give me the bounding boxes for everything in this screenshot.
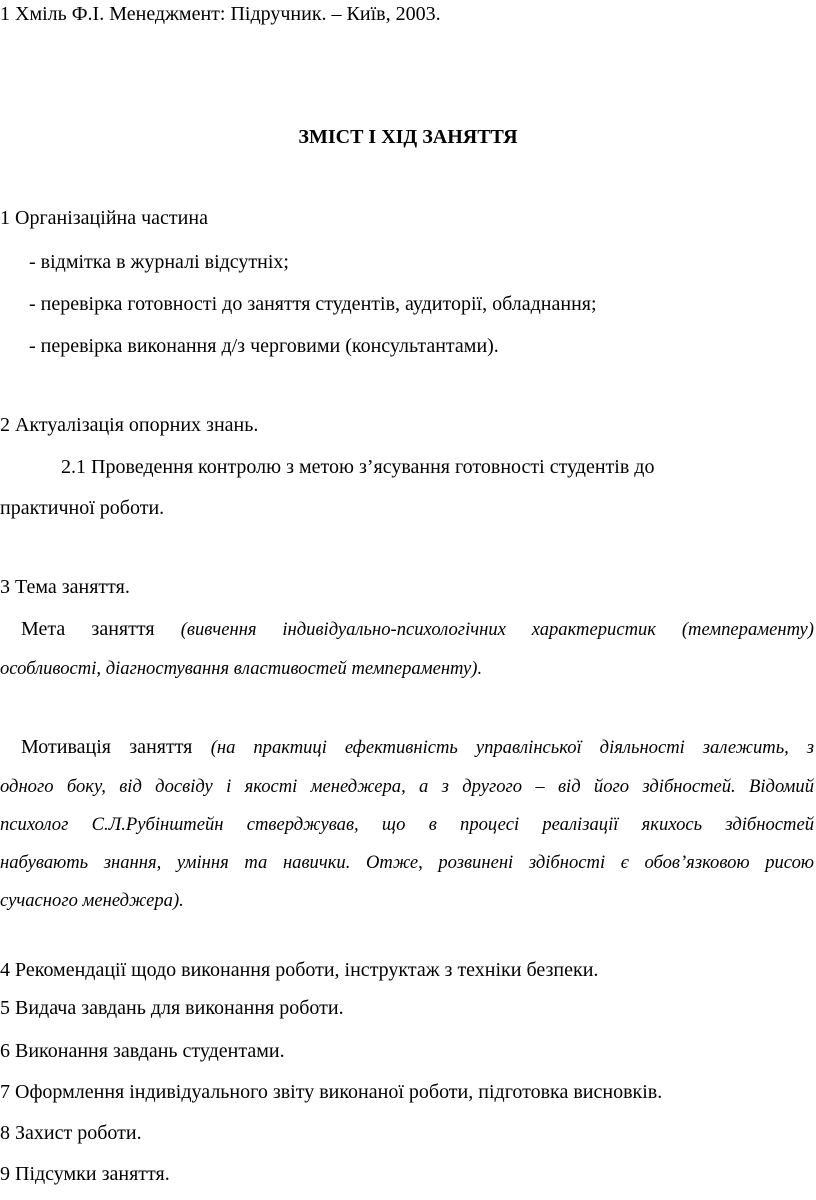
motivation-line: сучасного менеджера). — [0, 890, 184, 911]
step-line: 5 Видача завдань для виконання роботи. — [0, 997, 344, 1019]
step-line: 4 Рекомендації щодо виконання роботи, інструктаж з техніки безпеки. — [0, 959, 599, 981]
section-1-item: - перевірка виконання д/з черговими (консультантами). — [29, 335, 499, 357]
goal-label: Мета заняття — [21, 618, 155, 640]
motivation-label: Мотивація заняття — [21, 736, 193, 758]
step-line: 9 Підсумки заняття. — [0, 1163, 170, 1185]
goal-line — [0, 656, 814, 681]
section-1-item: - перевірка готовності до заняття студентів, аудиторії, обладнання; — [29, 293, 597, 315]
section-2-heading: 2 Актуалізація опорних знань. — [0, 414, 259, 436]
section-1-item: - відмітка в журналі відсутніх; — [29, 251, 289, 273]
reference-line: 1 Хміль Ф.І. Менеджмент: Підручник. – Київ, 2003. — [0, 3, 441, 25]
page-title: ЗМІСТ І ХІД ЗАНЯТТЯ — [298, 126, 518, 148]
motivation-line: одного боку, від досвіду і якості менеджера, а з другого – від його здібностей. Відомий — [0, 776, 814, 797]
step-line: 7 Оформлення індивідуального звіту виконаної роботи, підготовка висновків. — [0, 1081, 663, 1103]
section-2-sub-line: 2.1 Проведення контролю з метою з’ясування готовності студентів до — [61, 456, 655, 478]
goal-line — [0, 617, 814, 642]
section-2-sub-line: практичної роботи. — [0, 497, 165, 519]
step-line: 8 Захист роботи. — [0, 1122, 142, 1144]
step-line: 6 Виконання завдань студентами. — [0, 1040, 285, 1062]
goal-text: особливості, діагностування властивостей темпераменту). — [0, 658, 483, 679]
section-3-heading: 3 Тема заняття. — [0, 576, 130, 598]
motivation-line — [0, 735, 814, 760]
motivation-line: психолог С.Л.Рубінштейн стверджував, що в процесі реалізації якихось здібностей — [0, 814, 814, 835]
motivation-text: (на практиці ефективність управлінської діяльності залежить, з — [210, 737, 815, 758]
section-1-heading: 1 Організаційна частина — [0, 207, 208, 229]
goal-text: (вивчення індивідуально-психологічних характеристик (темпераменту) — [180, 619, 814, 640]
motivation-line: набувають знання, уміння та навички. Отже, розвинені здібності є обов’язковою рисою — [0, 852, 814, 873]
